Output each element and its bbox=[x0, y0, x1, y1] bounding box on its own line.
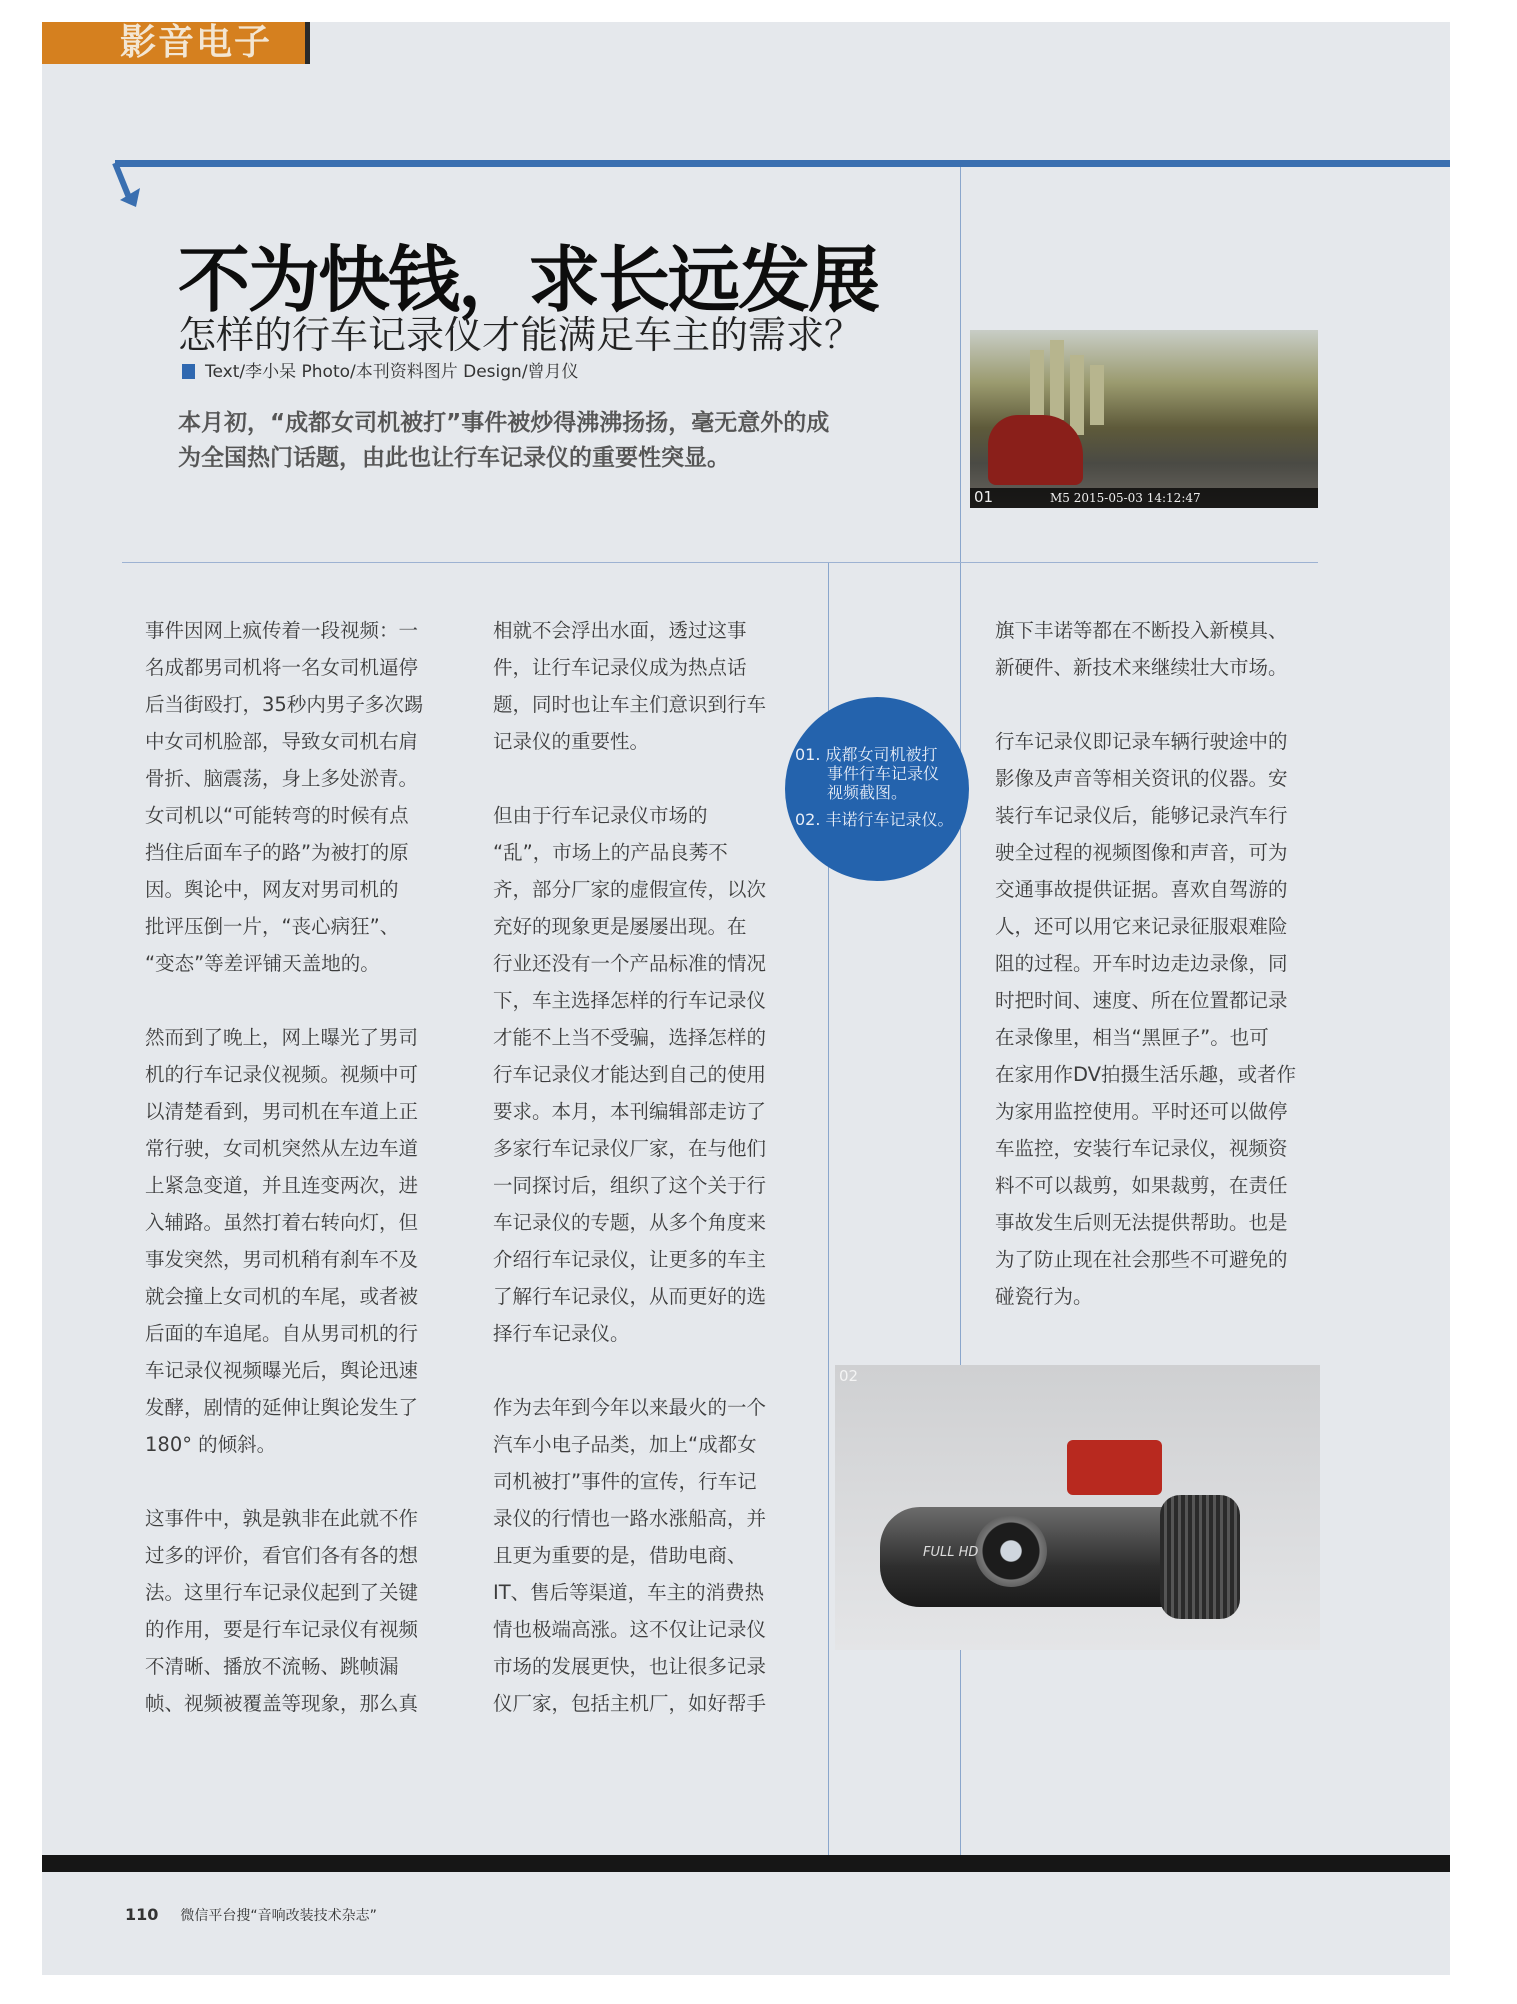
text-line: 人，还可以用它来记录征服艰难险 bbox=[995, 915, 1288, 938]
caption-1-line: 视频截图。 bbox=[795, 783, 908, 802]
paragraph bbox=[145, 612, 423, 982]
text-line: 骨折、脑震荡，身上多处淤青。 bbox=[145, 767, 419, 790]
arrow-down-right-icon bbox=[112, 160, 162, 210]
text-line: 事件因网上疯传着一段视频：一 bbox=[145, 619, 419, 642]
text-line: 齐，部分厂家的虚假宣传，以次 bbox=[493, 878, 767, 901]
text-line: 要求。本月，本刊编辑部走访了 bbox=[493, 1100, 767, 1123]
text-line: 帧、视频被覆盖等现象，那么真 bbox=[145, 1692, 419, 1715]
text-line: 中女司机脸部，导致女司机右肩 bbox=[145, 730, 419, 753]
text-line: 后面的车追尾。自从男司机的行 bbox=[145, 1322, 419, 1345]
text-line: 然而到了晚上，网上曝光了男司 bbox=[145, 1026, 419, 1049]
text-line: 阻的过程。开车时边走边录像，同 bbox=[995, 952, 1288, 975]
text-line: 相就不会浮出水面，透过这事 bbox=[493, 619, 747, 642]
text-line: 时把时间、速度、所在位置都记录 bbox=[995, 989, 1288, 1012]
text-line: 但由于行车记录仪市场的 bbox=[493, 804, 708, 827]
credit-text: Text/李小呆 Photo/本刊资料图片 Design/曾月仪 bbox=[205, 362, 579, 382]
text-line: 行业还没有一个产品标准的情况 bbox=[493, 952, 767, 975]
text-line: 以清楚看到，男司机在车道上正 bbox=[145, 1100, 419, 1123]
paragraph bbox=[995, 723, 1296, 1315]
text-line: 不清晰、播放不流畅、跳帧漏 bbox=[145, 1655, 399, 1678]
paragraph bbox=[493, 612, 766, 760]
text-line: 影像及声音等相关资讯的仪器。安 bbox=[995, 767, 1288, 790]
article-lead: 本月初，“成都女司机被打”事件被炒得沸沸扬扬，毫无意外的成为全国热门话题，由此也让行车记录仪的重要性突显。 bbox=[178, 410, 830, 471]
text-line: 题，同时也让车主们意识到行车 bbox=[493, 693, 767, 716]
dashcam-screenshot-photo bbox=[970, 330, 1318, 508]
text-line: 择行车记录仪。 bbox=[493, 1322, 630, 1345]
caption-2: 02. 丰诺行车记录仪。 bbox=[795, 810, 954, 829]
camera-end-cap bbox=[1160, 1495, 1240, 1619]
text-line: 过多的评价，看官们各有各的想 bbox=[145, 1544, 419, 1567]
text-line: 记录仪的重要性。 bbox=[493, 730, 650, 753]
photo-number: 01 bbox=[974, 488, 994, 506]
footer-text: 微信平台搜“音响改装技术杂志” bbox=[180, 1908, 377, 1924]
text-line: 才能不上当不受骗，选择怎样的 bbox=[493, 1026, 767, 1049]
column-3 bbox=[995, 612, 1296, 1352]
text-line: 在录像里，相当“黑匣子”。也可 bbox=[995, 1026, 1269, 1049]
text-line: 车记录仪视频曝光后，舆论迅速 bbox=[145, 1359, 419, 1382]
text-line: “变态”等差评铺天盖地的。 bbox=[145, 952, 380, 975]
text-line: 上紧急变道，并且连变两次，进 bbox=[145, 1174, 419, 1197]
text-line: 就会撞上女司机的车尾，或者被 bbox=[145, 1285, 419, 1308]
text-line: 女司机以“可能转弯的时候有点 bbox=[145, 804, 409, 827]
text-line: 为了防止现在社会那些不可避免的 bbox=[995, 1248, 1288, 1271]
page-footer bbox=[125, 1905, 377, 1925]
text-line: 司机被打”事件的宣传，行车记 bbox=[493, 1470, 757, 1493]
text-line: “乱”，市场上的产品良莠不 bbox=[493, 841, 728, 864]
text-line: 常行驶，女司机突然从左边车道 bbox=[145, 1137, 419, 1160]
text-line: 一同探讨后，组织了这个关于行 bbox=[493, 1174, 767, 1197]
article-subtitle: 怎样的行车记录仪才能满足车主的需求？ bbox=[178, 313, 863, 357]
text-line: 法。这里行车记录仪起到了关键 bbox=[145, 1581, 419, 1604]
text-line: 交通事故提供证据。喜欢自驾游的 bbox=[995, 878, 1288, 901]
dashcam-product-photo bbox=[835, 1365, 1320, 1650]
text-line: 介绍行车记录仪，让更多的车主 bbox=[493, 1248, 767, 1271]
text-line: 发酵，剧情的延伸让舆论发生了 bbox=[145, 1396, 419, 1419]
text-line: 多家行车记录仪厂家，在与他们 bbox=[493, 1137, 767, 1160]
photo-number: 02 bbox=[839, 1367, 859, 1385]
text-line: 下，车主选择怎样的行车记录仪 bbox=[493, 989, 767, 1012]
text-line: 车记录仪的专题，从多个角度来 bbox=[493, 1211, 767, 1234]
timestamp-overlay: M5 2015-05-03 14:12:47 bbox=[1050, 491, 1201, 505]
text-line: IT、售后等渠道，车主的消费热 bbox=[493, 1581, 765, 1604]
text-line: 充好的现象更是屡屡出现。在 bbox=[493, 915, 747, 938]
adhesive-mount bbox=[1067, 1440, 1162, 1495]
article-credit bbox=[182, 357, 579, 382]
text-line: 了解行车记录仪，从而更好的选 bbox=[493, 1285, 767, 1308]
section-divider bbox=[122, 562, 1318, 563]
square-bullet-icon bbox=[182, 364, 195, 379]
text-line: 行车记录仪才能达到自己的使用 bbox=[493, 1063, 767, 1086]
text-line: 机的行车记录仪视频。视频中可 bbox=[145, 1063, 419, 1086]
column-1 bbox=[145, 612, 423, 1759]
text-line: 市场的发展更快，也让很多记录 bbox=[493, 1655, 767, 1678]
text-line: 录仪的行情也一路水涨船高，并 bbox=[493, 1507, 767, 1530]
camera-label: FULL HD bbox=[923, 1545, 979, 1560]
text-line: 后当街殴打，35秒内男子多次踢 bbox=[145, 693, 424, 716]
text-line: 汽车小电子品类，加上“成都女 bbox=[493, 1433, 757, 1456]
article-title: 不为快钱，求长远发展 bbox=[178, 238, 879, 322]
text-line: 的作用，要是行车记录仪有视频 bbox=[145, 1618, 419, 1641]
paragraph bbox=[493, 797, 766, 1352]
paragraph bbox=[145, 1019, 423, 1463]
header-rule bbox=[115, 160, 1450, 167]
text-line: 件，让行车记录仪成为热点话 bbox=[493, 656, 747, 679]
text-line: 事发突然，男司机稍有刹车不及 bbox=[145, 1248, 419, 1271]
text-line: 作为去年到今年以来最火的一个 bbox=[493, 1396, 767, 1419]
caption-1-line: 01. 成都女司机被打 bbox=[795, 745, 938, 764]
caption-1 bbox=[795, 745, 939, 802]
section-tag bbox=[42, 22, 310, 64]
footer-bar bbox=[42, 1855, 1450, 1872]
text-line: 车监控，安装行车记录仪，视频资 bbox=[995, 1137, 1288, 1160]
photo-overlay-bar bbox=[970, 488, 1318, 508]
text-line: 情也极端高涨。这不仅让记录仪 bbox=[493, 1618, 767, 1641]
text-line: 为家用监控使用。平时还可以做停 bbox=[995, 1100, 1288, 1123]
section-tag-label: 影音电子 bbox=[120, 22, 273, 63]
paragraph bbox=[145, 1500, 423, 1722]
text-line: 180° 的倾斜。 bbox=[145, 1433, 277, 1456]
page-number: 110 bbox=[125, 1905, 159, 1924]
text-line: 入辅路。虽然打着右转向灯，但 bbox=[145, 1211, 419, 1234]
text-line: 装行车记录仪后，能够记录汽车行 bbox=[995, 804, 1288, 827]
paragraph bbox=[493, 1389, 766, 1722]
camera-lens bbox=[975, 1515, 1047, 1587]
car-shape bbox=[988, 415, 1083, 485]
text-line: 料不可以裁剪，如果裁剪，在责任 bbox=[995, 1174, 1288, 1197]
text-line: 旗下丰诺等都在不断投入新模具、 bbox=[995, 619, 1288, 642]
text-line: 批评压倒一片，“丧心病狂”、 bbox=[145, 915, 400, 938]
text-line: 且更为重要的是，借助电商、 bbox=[493, 1544, 747, 1567]
text-line: 碰瓷行为。 bbox=[995, 1285, 1093, 1308]
text-line: 因。舆论中，网友对男司机的 bbox=[145, 878, 399, 901]
text-line: 驶全过程的视频图像和声音，可为 bbox=[995, 841, 1288, 864]
text-line: 这事件中，孰是孰非在此就不作 bbox=[145, 1507, 419, 1530]
column-2 bbox=[493, 612, 766, 1759]
text-line: 事故发生后则无法提供帮助。也是 bbox=[995, 1211, 1288, 1234]
text-line: 新硬件、新技术来继续壮大市场。 bbox=[995, 656, 1288, 679]
text-line: 仪厂家，包括主机厂，如好帮手 bbox=[493, 1692, 767, 1715]
text-line: 行车记录仪即记录车辆行驶途中的 bbox=[995, 730, 1288, 753]
paragraph bbox=[995, 612, 1296, 686]
text-line: 挡住后面车子的路”为被打的原 bbox=[145, 841, 409, 864]
caption-1-line: 事件行车记录仪 bbox=[795, 764, 940, 783]
text-line: 在家用作DV拍摄生活乐趣，或者作 bbox=[995, 1063, 1297, 1086]
caption-circle bbox=[785, 697, 969, 881]
text-line: 名成都男司机将一名女司机逼停 bbox=[145, 656, 419, 679]
